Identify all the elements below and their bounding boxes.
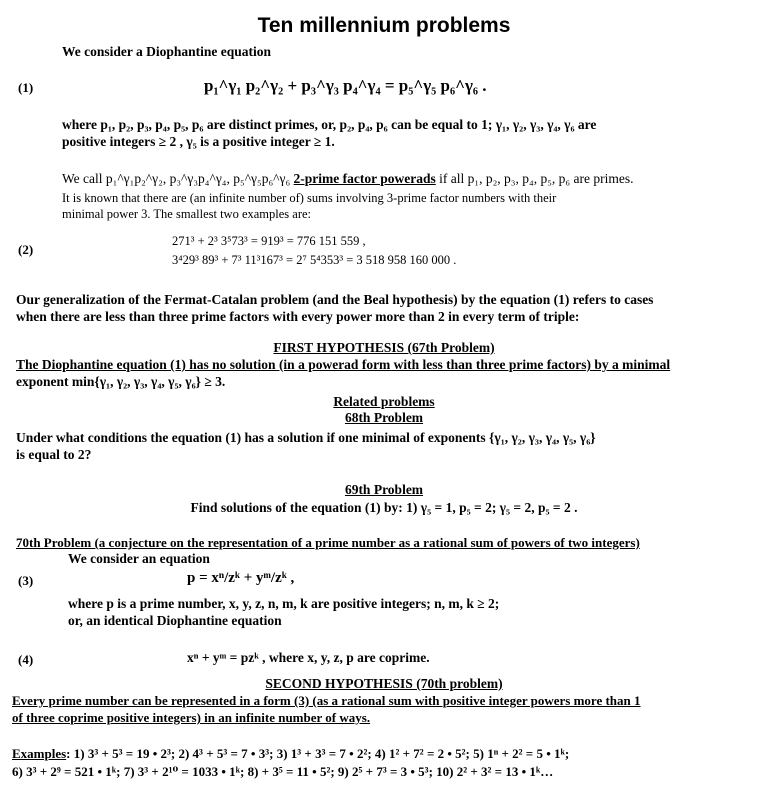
call-line (62, 171, 633, 187)
examples-line-2: 6) 3³ + 2⁹ = 521 • 1ᵏ; 7) 3³ + 2¹⁰ = 1033 • 1ᵏ; 8) + 3⁵ = 11 • 5²; 9) 2⁵ + 7³ = 3 • 5³; 10) 2² + 3² = 13 • 1ᵏ… (12, 764, 554, 779)
examples-line-1: Examples: 1) 3³ + 5³ = 19 • 2³; 2) 4³ + 5³ = 7 • 3³; 3) 1³ + 3³ = 7 • 2²; 4) 1² + 7² = 2 • 5²; 5) 1ⁿ + 2² = 5 • 1ᵏ; (12, 746, 570, 761)
first-hypothesis-line-2: exponent min{γ₁, γ₂, γ₃, γ₄, γ₅, γ₆} ≥ 3. (16, 374, 226, 389)
first-hypothesis-heading: FIRST HYPOTHESIS (67th Problem) (273, 340, 495, 355)
problem-70-consider: We consider an equation (68, 551, 210, 566)
call-prefix: We call p₁^γ₁p₂^γ₂, p₃^γ₃p₄^γ₄, p₅^γ₅p₆^γ₆ (62, 171, 291, 186)
powerads-term: 2-prime factor powerads (293, 171, 436, 186)
problem-70-or: or, an identical Diophantine equation (68, 613, 282, 628)
examples-label: Examples (12, 746, 67, 761)
problem-70-where: where p is a prime number, x, y, z, n, m, k are positive integers; n, m, k ≥ 2; (68, 596, 500, 611)
known-line-1: It is known that there are (an infinite number of) sums involving 3-prime factor numbers with their (62, 191, 557, 205)
problem-70-heading: 70th Problem (a conjecture on the representation of a prime number as a rational sum of powers of two integers) (16, 535, 640, 550)
example-equation-1: 271³ + 2³ 3⁵73³ = 919³ = 776 151 559 , (172, 234, 366, 248)
example-equation-2: 3⁴29³ 89³ + 7³ 11³167³ = 2⁷ 5⁴353³ = 3 518 958 160 000 . (172, 253, 457, 267)
where-line-1: where p₁, p₂, p₃, p₄, p₅, p₆ are distinct primes, or, p₂, p₄, p₆ can be equal to 1; γ₁, γ₂, γ₃, γ₄, γ₆ are (62, 117, 597, 132)
problem-68-heading: 68th Problem (344, 410, 424, 425)
equation-label-1: (1) (18, 80, 34, 95)
call-suffix: if all p₁, p₂, p₃, p₄, p₅, p₆ are primes. (439, 171, 634, 186)
problem-68-line-1: Under what conditions the equation (1) has a solution if one minimal of exponents {γ₁, γ₂, γ₃, γ₄, γ₅, γ₆} (16, 430, 596, 445)
second-hypothesis-line-2: of three coprime positive integers) in an infinite number of ways. (12, 710, 371, 725)
page-title: Ten millennium problems (257, 14, 511, 37)
where-line-2: positive integers ≥ 2 , γ₅ is a positive integer ≥ 1. (62, 134, 335, 149)
intro-line: We consider a Diophantine equation (62, 44, 272, 59)
generalization-line-1: Our generalization of the Fermat-Catalan problem (and the Beal hypothesis) by the equation (1) refers to cases (16, 292, 654, 307)
first-hypothesis-line-1: The Diophantine equation (1) has no solution (in a powerad form with less than three prime factors) by a minimal (16, 357, 671, 372)
equation-4: xⁿ + yᵐ = pzᵏ , where x, y, z, p are coprime. (187, 650, 430, 665)
known-line-2: minimal power 3. The smallest two examples are: (62, 207, 312, 221)
examples-text-1: 1) 3³ + 5³ = 19 • 2³; 2) 4³ + 5³ = 7 • 3³; 3) 1³ + 3³ = 7 • 2²; 4) 1² + 7² = 2 • 5²; 5) 1ⁿ + 2² = 5 • 1ᵏ; (73, 746, 570, 761)
problem-69-line: Find solutions of the equation (1) by: 1) γ₅ = 1, p₅ = 2; γ₅ = 2, p₅ = 2 . (190, 500, 578, 515)
equation-3: p = xⁿ/zᵏ + yᵐ/zᵏ , (187, 570, 295, 586)
generalization-line-2: when there are less than three prime factors with every power more than 2 in every term of triple: (16, 309, 580, 324)
second-hypothesis-line-1: Every prime number can be represented in a form (3) (as a rational sum with positive integer powers more than 1 (12, 693, 641, 708)
equation-label-4: (4) (18, 652, 34, 667)
problem-69-heading: 69th Problem (344, 482, 424, 497)
related-problems-heading: Related problems (333, 394, 435, 409)
equation-1: p₁^γ₁ p₂^γ₂ + p₃^γ₃ p₄^γ₄ = p₅^γ₅ p₆^γ₆ . (204, 76, 487, 95)
second-hypothesis-heading: SECOND HYPOTHESIS (70th problem) (265, 676, 503, 691)
problem-68-line-2: is equal to 2? (16, 447, 92, 462)
equation-label-3: (3) (18, 573, 34, 588)
equation-label-2: (2) (18, 242, 34, 257)
